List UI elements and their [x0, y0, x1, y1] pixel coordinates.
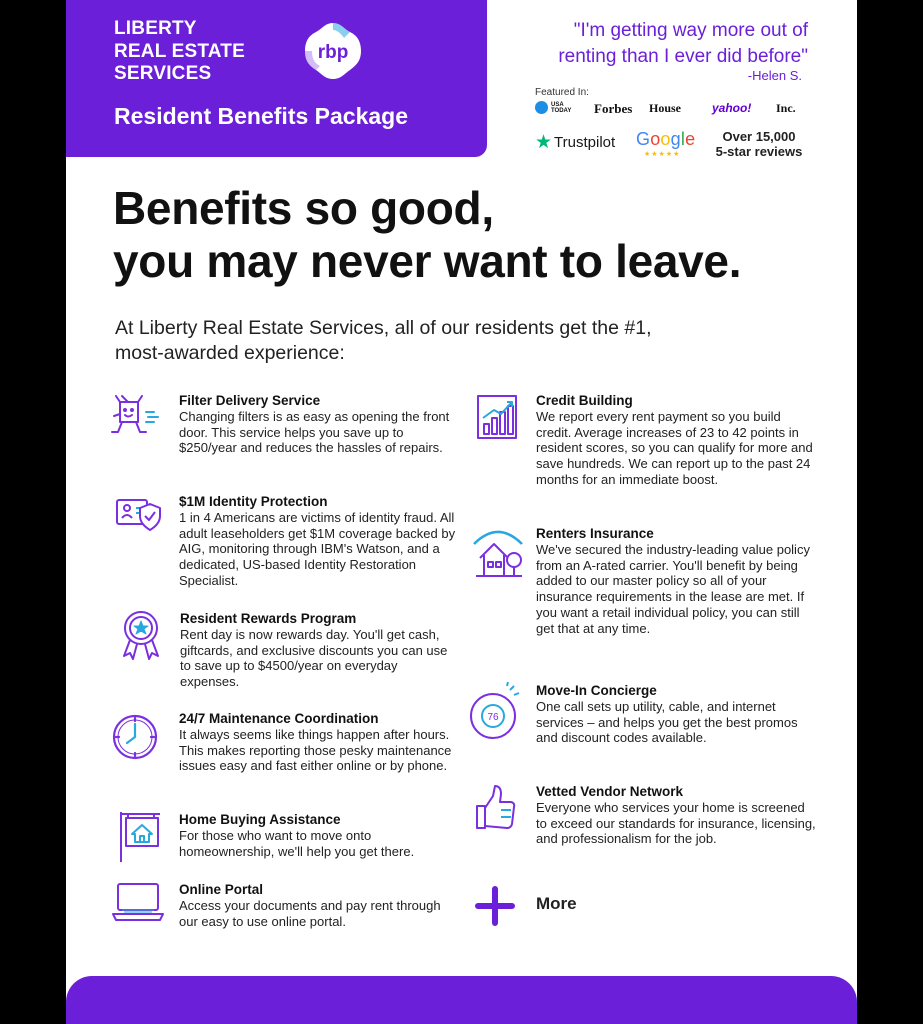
- benefit-online-portal: [179, 882, 459, 929]
- yahoo-logo: yahoo!: [712, 101, 752, 115]
- benefit-filter-delivery: [179, 393, 459, 456]
- benefit-title: Renters Insurance: [536, 526, 654, 541]
- testimonial-author: -Helen S.: [747, 68, 802, 83]
- usa-today-logo: [535, 101, 571, 114]
- benefit-renters-insurance: [536, 526, 816, 636]
- benefit-title: Move-In Concierge: [536, 683, 657, 698]
- benefit-title: $1M Identity Protection: [179, 494, 328, 509]
- benefit-rewards-program: [180, 611, 460, 690]
- more-link[interactable]: More: [536, 894, 577, 913]
- review-count-line2: 5-star reviews: [715, 144, 803, 159]
- review-count: [712, 129, 806, 159]
- benefit-description: For those who want to move onto homeownership, we'll help you get there.: [179, 828, 415, 859]
- id-shield-icon: [114, 492, 164, 534]
- benefit-maintenance: [179, 711, 459, 774]
- review-count-line1: Over 15,000: [722, 129, 796, 144]
- svg-text:76: 76: [487, 712, 499, 723]
- house-logo: House: [649, 101, 682, 115]
- usa-today-line2: TODAY: [551, 107, 572, 114]
- featured-label: Featured In:: [535, 87, 589, 98]
- header-banner: [66, 0, 487, 157]
- clock-icon: [110, 710, 160, 762]
- headline-line1: Benefits so good,: [113, 182, 494, 234]
- footer-banner: [66, 976, 857, 1024]
- house-umbrella-icon: [470, 522, 526, 582]
- inc-logo: Inc.: [776, 101, 796, 115]
- trustpilot-star-icon: ★: [535, 131, 553, 153]
- trustpilot-logo: [535, 131, 616, 153]
- benefit-identity-protection: [179, 494, 459, 589]
- usa-today-dot-icon: [535, 101, 548, 114]
- headline: [113, 182, 741, 288]
- rbp-logo: [302, 20, 364, 82]
- testimonial-quote: [526, 18, 808, 70]
- benefit-vendor-network: [536, 784, 816, 847]
- concierge-dial-icon: [468, 682, 522, 742]
- google-logo: Google: [636, 129, 696, 149]
- house-sign-icon: [116, 808, 164, 864]
- publication-logos: [535, 101, 805, 121]
- company-name-line1: LIBERTY: [114, 18, 197, 39]
- benefit-description: Access your documents and pay rent through our easy to use online portal.: [179, 898, 441, 929]
- benefit-home-buying: [179, 812, 459, 859]
- filter-box-icon: [108, 392, 162, 442]
- benefit-title: Credit Building: [536, 393, 633, 408]
- company-name-line2: REAL ESTATE: [114, 40, 245, 62]
- benefit-description: Rent day is now rewards day. You'll get cash, giftcards, and exclusive discounts you can use to save up to $4500/year on everyday expenses.: [180, 627, 448, 690]
- quote-line1: "I'm getting way more out of: [573, 20, 808, 41]
- flyer-page: [66, 0, 857, 1024]
- company-name-line3: SERVICES: [114, 63, 212, 84]
- benefit-description: One call sets up utility, cable, and internet services – and helps you get the best promos and discount codes available.: [536, 699, 798, 746]
- intro-text: [115, 316, 735, 366]
- usa-today-line1: USA: [551, 101, 564, 108]
- intro-line1: At Liberty Real Estate Services, all of our residents get the #1,: [115, 317, 652, 339]
- plus-icon[interactable]: [474, 885, 516, 927]
- trustpilot-label: Trustpilot: [554, 134, 616, 151]
- benefit-title: Home Buying Assistance: [179, 812, 341, 827]
- intro-line2: most-awarded experience:: [115, 342, 345, 364]
- benefit-description: 1 in 4 Americans are victims of identity fraud. All adult leaseholders get $1M coverage backed by AIG, monitoring through IBM's Watson, and a dedicated, US-based Identity Restoration Specialist.: [179, 510, 456, 588]
- logo-text: rbp: [317, 42, 349, 63]
- benefit-description: We've secured the industry-leading value policy from an A-rated carrier. You'll benefit by being added to our master policy so all of your insurance requirements in the lease are met. If you want a retail individual policy, you can still get that at any time.: [536, 542, 810, 636]
- forbes-logo: Forbes: [594, 101, 633, 116]
- thumbs-up-icon: [471, 782, 517, 834]
- benefit-title: Filter Delivery Service: [179, 393, 321, 408]
- benefit-description: Everyone who services your home is screened to exceed our standards for insurance, licensing, and professionalism for the job.: [536, 800, 816, 847]
- package-title: Resident Benefits Package: [114, 103, 409, 129]
- benefit-move-in-concierge: [536, 683, 816, 746]
- benefit-description: We report every rent payment so you build credit. Average increases of 23 to 42 points in resident scores, so you can qualify for more and save hundreds. We can report up to the past 24 months for an immediate boost.: [536, 409, 813, 487]
- benefit-title: 24/7 Maintenance Coordination: [179, 711, 379, 726]
- benefit-credit-building: [536, 393, 816, 488]
- laptop-icon: [110, 880, 166, 924]
- headline-line2: you may never want to leave.: [113, 235, 742, 287]
- benefit-title: Online Portal: [179, 882, 264, 897]
- benefit-description: Changing filters is as easy as opening the front door. This service helps you save up to $250/year and reduces the hassles of repairs.: [179, 409, 450, 456]
- benefit-description: It always seems like things happen after hours. This makes reporting those pesky maintenance issues easy and fast either online or by phone.: [179, 727, 452, 774]
- quote-line2: renting than I ever did before": [558, 46, 808, 67]
- benefit-title: Resident Rewards Program: [180, 611, 357, 626]
- award-ribbon-icon: [116, 608, 166, 662]
- benefit-title: Vetted Vendor Network: [536, 784, 684, 799]
- google-rating-stars: ★★★★★: [644, 151, 681, 158]
- bar-chart-icon: [474, 392, 520, 442]
- company-name: [114, 18, 245, 86]
